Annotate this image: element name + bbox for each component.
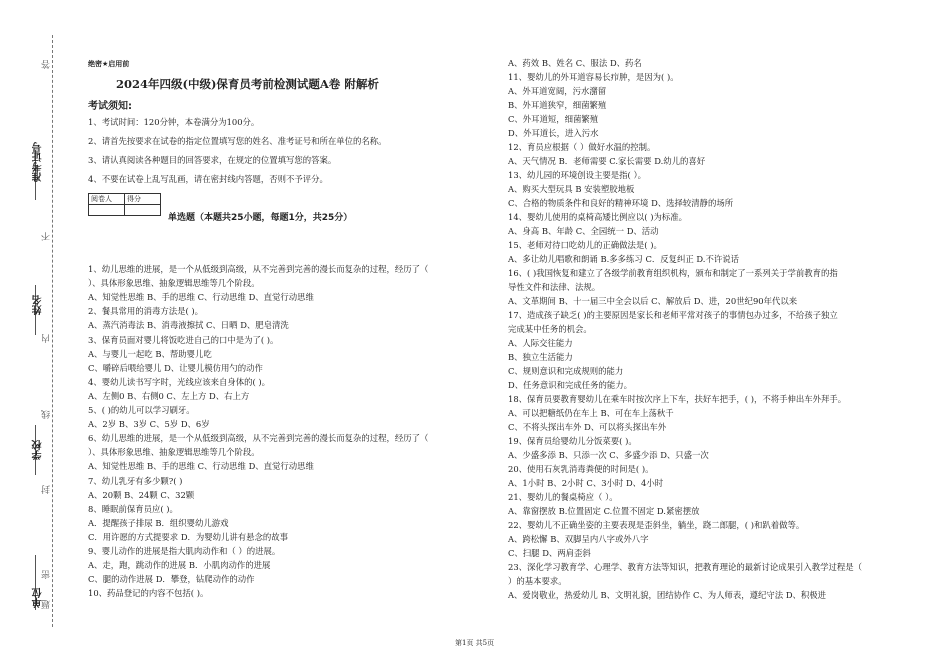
seal-mark: 线 [42,410,52,419]
question-line: ）、具体形象思维、抽象逻辑思维等几个阶段。 [88,447,260,458]
question-line: A、跨松懈 B、双脚呈内八字或外八字 [508,534,649,544]
question-line: C、不将头探出车外 D、可以将头探出车外 [508,422,667,432]
notice-item: 1、考试时间：120分钟，本卷满分为100分。 [88,117,260,127]
question-line: A、天气情况 B．老师需要 C.家长需要 D.幼儿的喜好 [508,156,706,166]
question-line: A、1小时 B、2小时 C、3小时 D、4小时 [508,478,664,488]
question-line: D、外耳道长，进入污水 [508,128,599,138]
name-label: 姓名 [33,295,44,315]
unit-label: 单位 [33,588,44,608]
question-line: 15、老师对待口吃幼儿的正确做法是( )。 [508,240,662,250]
question-line: A、走，跑，跳动作的进展 B．小肌肉动作的进展 [88,560,271,571]
question-line: 10、药品登记的内容不包括( )。 [88,588,209,599]
question-line: 14、婴幼儿使用的桌椅高矮比例应以( )为标准。 [508,212,687,222]
question-line: A、购买大型玩具 B 安装塑胶地板 [508,184,635,194]
notice-item: 3、请认真阅读各种题目的回答要求，在规定的位置填写您的答案。 [88,155,337,165]
question-line: 18、保育员要教育婴幼儿在乘车时按次序上下车，扶好车把手，( )，不将手伸出车外拜手。 [508,394,847,404]
question-line: A、蒸汽消毒法 B、消毒液擦拭 C、日晒 D、肥皂清洗 [88,320,289,331]
question-line: C、合格的物质条件和良好的精神环境 D、选择较清静的场所 [508,198,734,208]
question-line: 6、幼儿思维的进展，是一个从低级到高级，从不完善到完善的漫长而复杂的过程，经历了（ [88,433,429,444]
question-line: 16、( )我国恢复和建立了各级学前教育组织机构，颁布和制定了一系列关于学前教育的指 [508,268,838,278]
reviewer-cell: 阅卷人 [89,194,125,205]
seal-mark: 封 [42,485,52,494]
seal-mark: 密 [42,570,52,579]
section-heading: 单选题（本题共25小题，每题1分，共25分） [168,213,353,223]
question-line: 22、婴幼儿不正确坐姿的主要表现是歪斜坐，躺坐，跷二郎腿，( )和趴着做等。 [508,520,805,530]
question-line: 11、婴幼儿的外耳道容易长疖肿，是因为( )。 [508,72,679,82]
seal-mark: 答 [42,60,52,69]
question-line: 1、幼儿思维的进展，是一个从低级到高级，从不完善到完善的漫长而复杂的过程，经历了（ [88,264,429,274]
question-line: ）、具体形象思维、抽象逻辑思维等几个阶段。 [88,278,260,289]
question-line: 8、睡眠前保育员应( )。 [88,503,178,514]
seal-mark: 内 [42,334,52,343]
seal-mark: 题 [42,600,52,609]
question-line: A、知觉性思维 B、手的思维 C、行动思维 D、直觉行动思维 [88,292,314,303]
question-line: B、独立生活能力 [508,352,573,362]
question-line: C、外耳道短，细菌繁殖 [508,114,599,124]
question-line: A、身高 B、年龄 C、全园统一 D、活动 [508,226,659,236]
score-table [88,193,161,216]
question-line: A、文革期间 B、十一届三中全会以后 C、解放后 D、进，20世纪90年代以来 [508,296,798,306]
score-blank [125,205,161,216]
score-cell: 得分 [125,194,161,205]
question-line: A、20颗 B、24颗 C、32颗 [88,489,195,500]
question-line: A、可以把糖纸仍在车上 B、可在车上荡秋千 [508,408,674,418]
question-line: A、靠窗摆放 B.位置固定 C.位置不固定 D.紧密摆放 [508,506,700,516]
question-line: C、腿的动作进展 D．攀登，钻爬动作的动作 [88,574,255,585]
question-line: 23、深化学习教育学、心理学、教育方法等知识，把教育理论的最新讨论成果引入教学过程是（ [508,562,863,572]
page-title: 2024年四级(中级)保育员考前检测试题A卷 附解析 [116,77,379,91]
question-line: C．用许愿的方式提要求 D．为婴幼儿讲有悬念的故事 [88,531,289,542]
question-line: 4、婴幼儿读书写字时，光线应该来自身体的( )。 [88,376,271,387]
question-line: C、嚼碎后喂给婴儿 D、让婴儿模仿用勺的动作 [88,362,263,373]
seal-dashed-line [52,35,53,627]
notice-heading: 考试须知: [88,101,132,112]
question-line: D、任务意识和完成任务的能力。 [508,380,632,390]
reviewer-blank [89,205,125,216]
question-line: 7、幼儿乳牙有多少颗?( ) [88,475,183,486]
notice-item: 4、不要在试卷上乱写乱画，请在密封线内答题，否则不予评分。 [88,174,328,184]
question-line: A．提醒孩子排尿 B．组织婴幼儿游戏 [88,517,229,528]
question-line: A、左侧0 B、右侧0 C、左上方 D、右上方 [88,390,250,401]
school-label: 学校 [33,440,44,460]
question-line: 12、育员应根据（ ）做好水温的控制。 [508,142,656,152]
notice-item: 2、请首先按要求在试卷的指定位置填写您的姓名、准考证号和所在单位的名称。 [88,136,387,146]
question-line: 19、保育员给婴幼儿分饭菜要( )。 [508,436,637,446]
question-line: 13、幼儿园的环境创设主要是指( ）。 [508,170,647,180]
question-line: 3、保育员面对婴儿将饭吃进自己的口中是为了( )。 [88,334,279,345]
question-line: A、多让幼儿唱歌和朗诵 B.多多练习 C．反复纠正 D.不许说话 [508,254,739,264]
question-line: B、外耳道狭窄，细菌繁殖 [508,100,607,110]
question-line: 2、餐具常用的消毒方法是( )。 [88,306,204,317]
question-line: A、知觉性思维 B、手的思维 C、行动思维 D、直觉行动思维 [88,461,314,472]
question-line: A、与婴儿一起吃 B、帮助婴儿吃 [88,348,212,359]
secret-mark: 绝密★启用前 [88,60,130,68]
question-line: A、爱岗敬业，热爱幼儿 B、文明礼貌，团结协作 C、为人师表，遵纪守法 D、积极进 [508,590,827,600]
question-line: 5、( )的幼儿可以学习刷牙。 [88,405,195,415]
question-line: A、人际交往能力 [508,338,573,348]
question-line: A、药效 B、姓名 C、服法 D、药名 [508,58,642,68]
question-line: 9、婴儿动作的进展是指大肌肉动作和（ ）的进展。 [88,546,281,556]
question-line: C、扫腿 D、两肩歪斜 [508,548,591,558]
question-line: 完成某中任务的机会。 [508,324,592,334]
question-line: A、外耳道宽阔，污水潴留 [508,86,607,96]
question-line: C、规则意识和完成规则的能力 [508,366,624,376]
question-line: A、少盛多添 B、只添一次 C、多盛少添 D、只盛一次 [508,450,709,460]
question-line: 21、婴幼儿的餐桌椅应（ ）。 [508,492,618,502]
exam-id-label: 准考证号 [33,142,44,182]
question-line: ）的基本要求。 [508,576,567,586]
question-line: 17、造成孩子缺乏( )的主要原因是家长和老师平常对孩子的事情包办过多，不给孩子独立 [508,310,838,320]
question-line: 20、使用石灰乳消毒粪便的时间是( )。 [508,464,654,474]
question-line: A、2岁 B、3岁 C、5岁 D、6岁 [88,419,210,430]
page-footer: 第1页 共5页 [455,639,495,647]
seal-mark: 不 [42,232,52,241]
question-line: 导性文件和法律、法规。 [508,282,601,292]
